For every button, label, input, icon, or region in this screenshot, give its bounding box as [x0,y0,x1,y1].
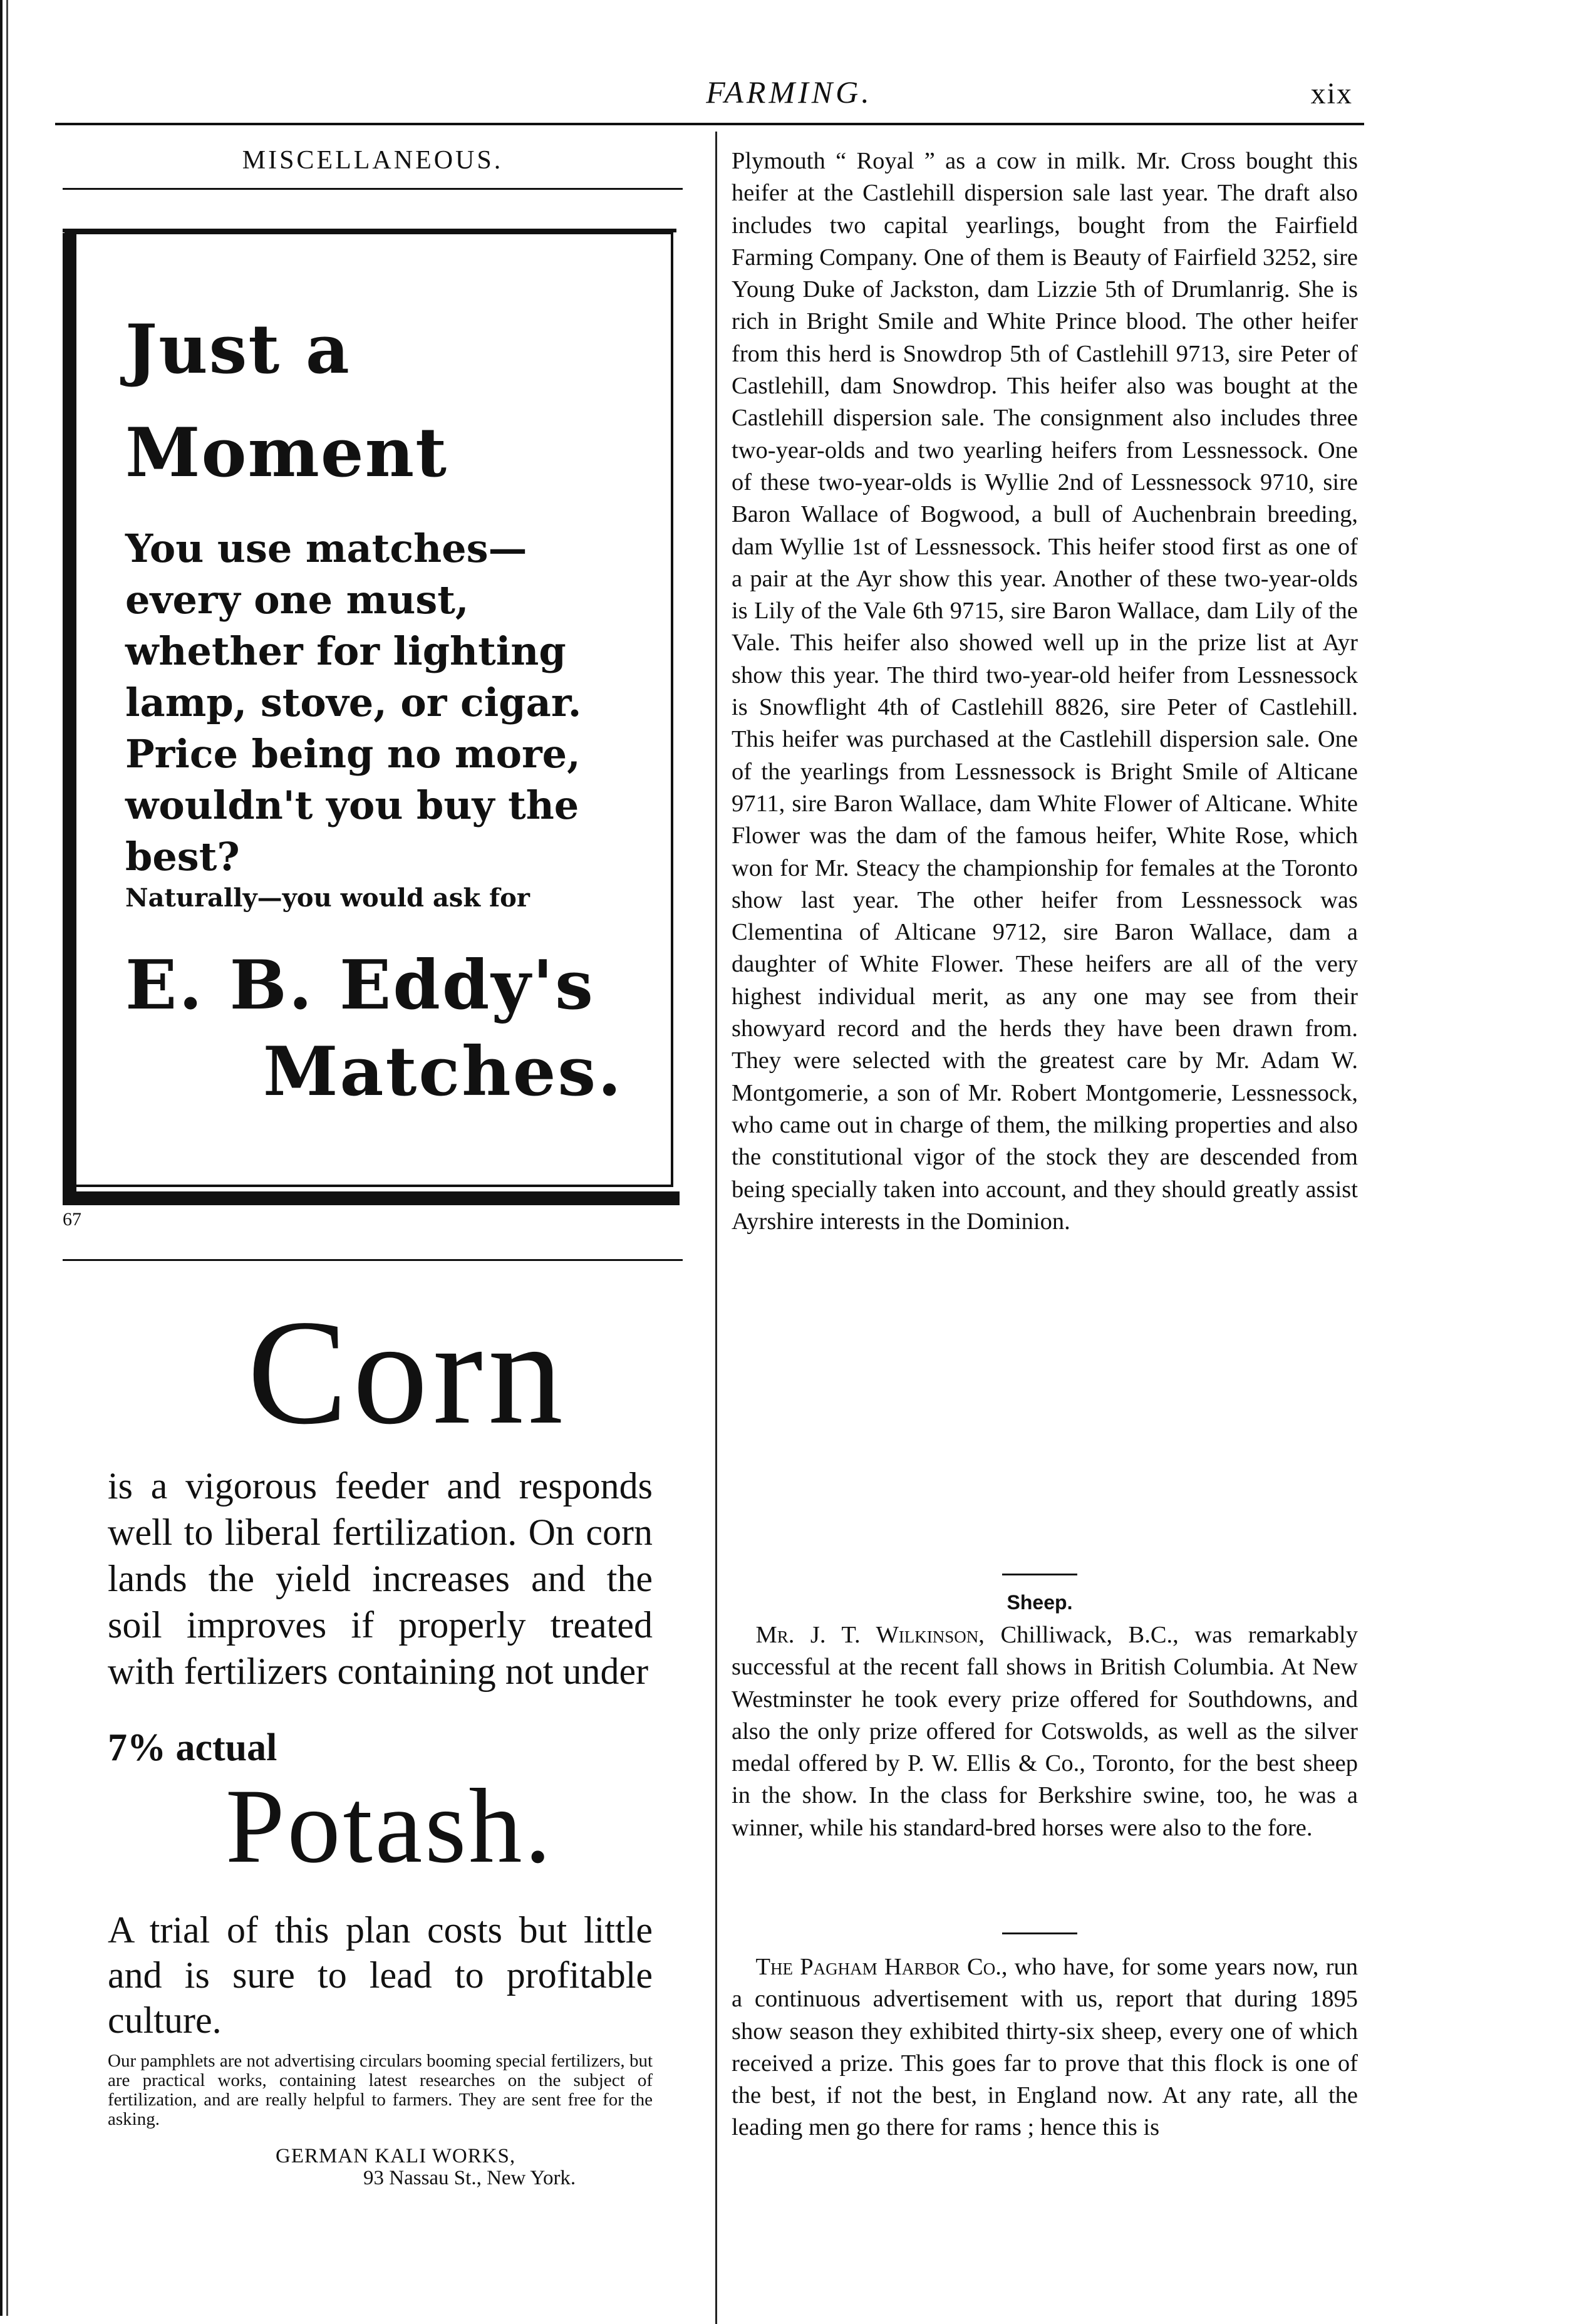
ad-body-text: You use matches—every one must, whether for lighting lamp, stove, or cigar. Price being no more, wouldn't you buy the best? [125,526,582,879]
ad-border-bottom [63,1191,680,1205]
short-rule [1002,1932,1077,1934]
ad-headline-line2: Moment [125,413,448,492]
corn-body-text: is a vigorous feeder and responds well to liberal fertilization. On corn lands the yield increases and the soil improves if properly treated with fertilizers containing not under [108,1465,653,1692]
short-rule [1002,1574,1077,1575]
page-number: xix [1310,77,1353,110]
article-paragraph: Plymouth “ Royal ” as a cow in milk. Mr. Cross bought this heifer at the Castlehill dispersion sale last year. The draft also includes two capital yearlings, bought from the Fairfield Farming Company. One of them is Beauty of Fairfield 3252, sire Young Duke of Jackston, dam Lizzie 5th of Drumlanrig. She is rich in Bright Smile and White Prince blood. The other heifer from this herd is Snowdrop 5th of Castlehill 9713, sire Peter of Castlehill, dam Snowdrop. This heifer also was bought at the Castlehill dispersion sale. The consignment also includes three two-year-olds and two yearling heifers from Lessnessock. One of these two-year-olds is Wyllie 2nd of Lessnessock 9710, sire Baron Wallace of Bogwood, a bull of Auchenbrain breeding, dam Wyllie 1st of Lessnessock. This heifer stood first as one of a pair at the Ayr show this year. Another of these two-year-olds is Lily of the Vale 6th 9715, sire Baron Wallace, dam Lily of the Vale. This heifer also showed well up in the prize list at Ayr show this year. The third two-year-old heifer from Lessnessock is Snowflight 4th of Castlehill 8826, sire Peter of Castlehill. This heifer was purchased at the Castlehill dispersion sale. One of the yearlings from Lessnessock is Bright Smile of Alticane 9711, sire Baron Wallace, dam White Flower of Alticane. White Flower was the dam of the famous heifer, White Rose, which won for Mr. Steacy the championship for females at the Toronto show last year. The other heifer from Lessnessock was Clementina of Alticane 9712, sire Baron Wallace, dam a daughter of White Flower. These heifers are all of the very highest individual merit, as any one may see from their showyard record and the herds they have been drawn from. They were selected with the greatest care by Mr. Adam W. Montgomerie, a son of Mr. Robert Montgomerie, Lessnessock, who came out in charge of them, the milking properties and also the constitutional vigor of the stock they are descended from being specially taken into account, and they should greatly assist Ayrshire interests in the Dominion. [732,148,1358,1235]
sheep-heading: Sheep. [1007,1591,1073,1614]
page-edge-rule [0,0,11,2316]
ad-lead-in: Naturally—you would ask for [125,883,530,913]
running-header-title: FARMING. [706,75,872,110]
ayrshire-article [732,145,1358,1238]
company-name: GERMAN KALI WORKS, [276,2145,516,2167]
ad-border-left [63,233,76,1204]
column-divider [715,132,717,2324]
ad-brand-line1: E. B. Eddy's [125,946,595,1025]
section-title: MISCELLANEOUS. [242,146,504,175]
header-rule [55,123,1364,125]
trial-text: A trial of this plan costs but little and is sure to lead to profitable culture. [108,1909,653,2041]
pagham-company-name: The Pagham Harbor Co., [755,1954,1008,1980]
sheep-text: Chilliwack, B.C., was remarkably successful at the recent fall shows in British Columbia. At New Westminster he took every prize offered for Southdowns, and also the only prize offered for Cotswolds, as well as the silver medal offered by P. W. Ellis & Co., Toronto, for the best sheep in the show. In the class for Berkshire swine, too, he was a winner, while his standard-bred horses were also to the fore. [732,1622,1358,1841]
sheep-paragraph [732,1619,1358,1844]
corn-title: Corn [247,1289,568,1455]
pagham-paragraph [732,1951,1358,2144]
ad-separator [63,1259,683,1261]
ad-brand-line2: Matches. [263,1032,623,1111]
sheep-breeder-name: Mr. J. T. Wilkinson, [755,1622,985,1648]
potash-headline: Potash. [225,1767,554,1885]
ad-headline-line1: Just a [125,310,351,389]
pamphlet-small-print: Our pamphlets are not advertising circulars booming special fertilizers, but are practical works, containing latest researches on the subject of fertilization, and are really helpful to farmers. They are sent free for the asking. [108,2051,653,2129]
potash-percent-line: 7% actual [108,1726,277,1769]
section-rule [63,188,683,190]
ad-number: 67 [63,1209,81,1230]
pagham-text: who have, for some years now, run a continuous advertisement with us, report that during 1895 show season they exhibited thirty-six sheep, every one of which received a prize. This goes far to prove that this flock is one of the best, if not the best, in England now. At any rate, all the leading men go there for rams ; hence this is [732,1954,1358,2141]
company-address: 93 Nassau St., New York. [363,2167,576,2189]
